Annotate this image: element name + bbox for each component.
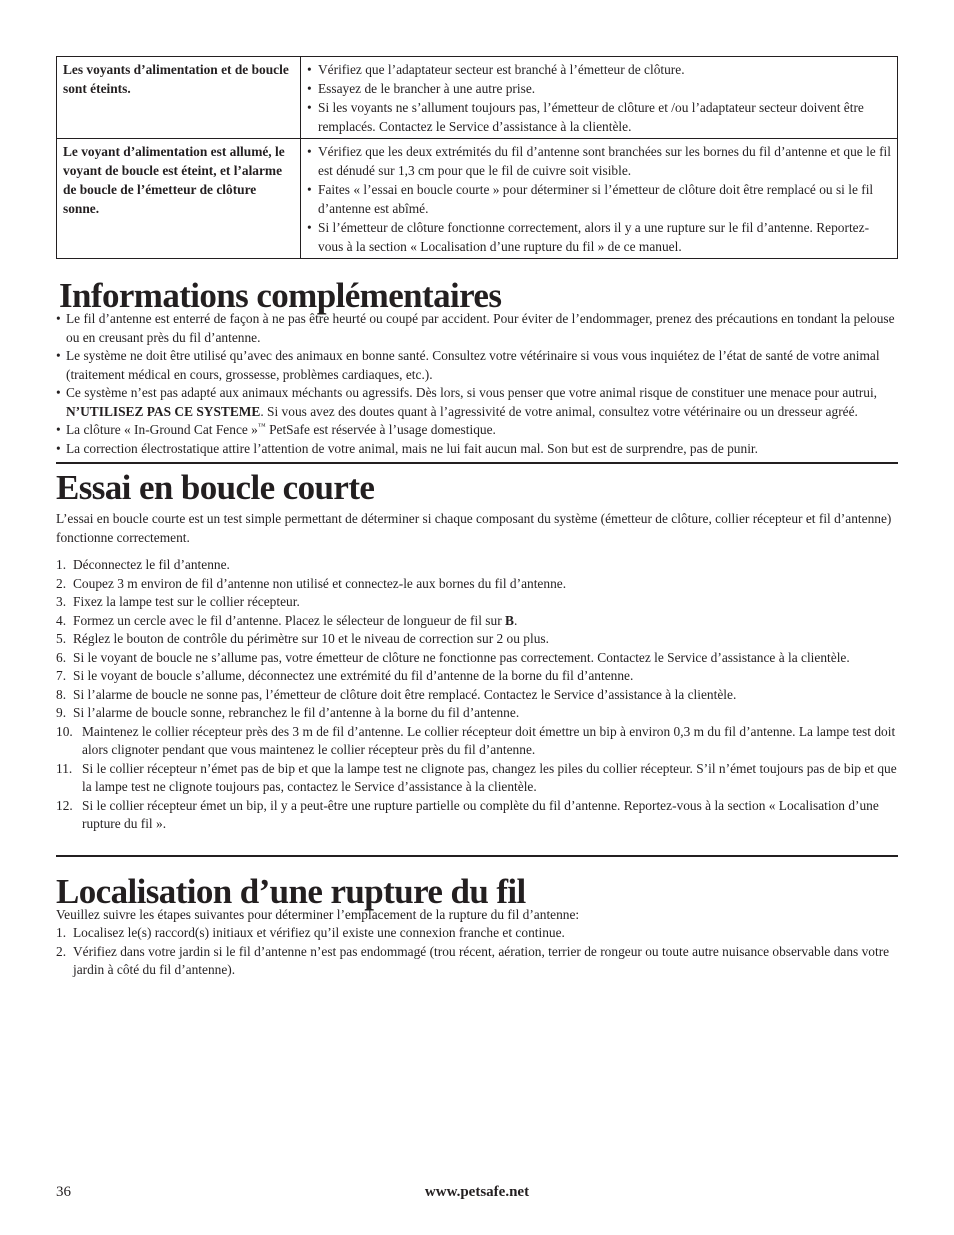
manual-page [56, 56, 898, 980]
step-text: Réglez le bouton de contrôle du périmètre sur 10 et le niveau de correction sur 2 ou plus. [73, 631, 549, 646]
list-item: • Le système ne doit être utilisé qu’avec des animaux en bonne santé. Consultez votre vétérinaire si vous vous inquiétez de l’état de santé de votre animal (traitement médical en cours, grossesse, problèmes cardiaques, etc.). [56, 347, 898, 384]
list-item: • Le fil d’antenne est enterré de façon à ne pas être heurté ou coupé par accident. Pour éviter de l’endommager, prenez des précautions en tondant la pelouse ou en creusant près du fil d’antenne. [56, 310, 898, 347]
info-text: PetSafe est réservée à l’usage domestique. [265, 422, 496, 437]
step-number: 10. [56, 723, 73, 739]
solution-cell [301, 57, 898, 139]
step-text: Formez un cercle avec le fil d’antenne. Placez le sélecteur de longueur de fil sur [73, 612, 502, 628]
step-number: 1. [56, 557, 67, 572]
list-item: • Faites « l’essai en boucle courte » pour déterminer si l’émetteur de clôture doit être remplacé ou si le fil d’antenne est abîmé. [307, 180, 891, 218]
list-item: • Vérifiez que les deux extrémités du fil d’antenne sont branchées sur les bornes du fil d’antenne et que le fil est dénudé sur 1,3 cm pour que le fil de cuivre soit visible. [307, 142, 891, 180]
list-item [56, 630, 898, 649]
list-item [56, 723, 898, 760]
info-list [56, 310, 898, 458]
list-item [56, 704, 898, 723]
table-row [57, 57, 898, 139]
section-divider [56, 462, 898, 464]
step-number: 3. [56, 594, 67, 609]
step-number: 2. [56, 943, 67, 959]
list-item: • Si les voyants ne s’allument toujours pas, l’émetteur de clôture et /ou l’adaptateur secteur doivent être remplacés. Contactez le Service d’assistance à la clientèle. [307, 98, 891, 136]
step-text: Si le voyant de boucle ne s’allume pas, votre émetteur de clôture ne fonctionne pas correctement. Contactez le Service d’assistance à la clientèle. [73, 649, 850, 665]
step-text: Localisez le(s) raccord(s) initiaux et vérifiez qu’il existe une connexion franche et continue. [73, 925, 565, 940]
step-number: 8. [56, 686, 67, 702]
list-item [56, 667, 898, 686]
step-text: Maintenez le collier récepteur près des 3 m de fil d’antenne. Le collier récepteur doit émettre un bip à environ 0,3 m du fil d’antenne. La lampe test doit alors clignoter pendant que vous maintenez le collier récepteur près du fil d’antenne. [82, 723, 896, 757]
list-item [56, 924, 898, 943]
step-number: 6. [56, 649, 67, 665]
step-number: 1. [56, 925, 67, 940]
step-number: 5. [56, 631, 67, 646]
list-item [56, 384, 898, 421]
list-item [56, 686, 898, 705]
list-item [56, 556, 898, 575]
localisation-steps [56, 924, 898, 980]
problem-cell: Le voyant d’alimentation est allumé, le voyant de boucle est éteint, et l’alarme de boucle de l’émetteur de clôture sonne. [57, 139, 301, 259]
info-text: Ce système n’est pas adapté aux animaux méchants ou agressifs. Dès lors, si vous penser que votre animal risque de constituer une menace pour autrui, [66, 385, 878, 400]
list-item [56, 649, 898, 668]
step-text: Si l’alarme de boucle ne sonne pas, l’émetteur de clôture doit être remplacé. Contactez le Service d’assistance à la clientèle. [73, 686, 737, 702]
step-number: 7. [56, 668, 67, 683]
step-number: 4. [56, 612, 67, 628]
trademark-symbol: ™ [257, 421, 266, 431]
list-item: • Essayez de le brancher à une autre prise. [307, 79, 891, 98]
problem-cell: Les voyants d’alimentation et de boucle sont éteints. [57, 57, 301, 139]
list-item: • Vérifiez que l’adaptateur secteur est branché à l’émetteur de clôture. [307, 60, 891, 79]
page-number: 36 [56, 1184, 71, 1200]
solution-cell [301, 139, 898, 259]
setting-letter: B [505, 612, 514, 628]
step-text: Fixez la lampe test sur le collier récepteur. [73, 594, 300, 609]
info-text: La clôture « In-Ground Cat Fence » [66, 422, 258, 437]
list-item [56, 943, 898, 980]
step-text: Déconnectez le fil d’antenne. [73, 557, 230, 572]
step-number: 2. [56, 575, 67, 591]
list-item: • Si l’émetteur de clôture fonctionne correctement, alors il y a une rupture sur le fil d’antenne. Reportez-vous à la section « Localisation d’une rupture du fil » de ce manuel. [307, 218, 891, 256]
table-row [57, 139, 898, 259]
troubleshooting-table [56, 56, 898, 259]
list-item [56, 421, 898, 440]
essai-intro: L’essai en boucle courte est un test simple permettant de déterminer si chaque composant du système (émetteur de clôture, collier récepteur et fil d’antenne) fonctionne correctement. [56, 511, 892, 545]
step-text: Coupez 3 m environ de fil d’antenne non utilisé et connectez-le aux bornes du fil d’antenne. [73, 575, 567, 591]
section-title-informations: Informations complémentaires [59, 276, 502, 315]
step-text: Si le collier récepteur n’émet pas de bip et que la lampe test ne clignote pas, changez les piles du collier récepteur. S’il n’émet toujours pas de bip et que la lampe test ne clignote toujours pas, contactez le Service d’assistance à la clientèle. [82, 760, 897, 794]
list-item [56, 612, 898, 631]
step-text: Vérifiez dans votre jardin si le fil d’antenne n’est pas endommagé (trou récent, aération, terrier de rongeur ou toute autre nuisance observable dans votre jardin à côté du fil d’antenne). [73, 943, 890, 977]
info-text: . Si vous avez des doutes quant à l’agressivité de votre animal, consultez votre vétérinaire ou un dresseur agréé. [260, 403, 858, 419]
list-item [56, 797, 898, 834]
step-number: 12. [56, 797, 73, 813]
essai-steps-continued [56, 723, 898, 834]
localisation-intro: Veuillez suivre les étapes suivantes pour déterminer l’emplacement de la rupture du fil d’antenne: [56, 906, 580, 922]
step-text: Si le voyant de boucle s’allume, déconnectez une extrémité du fil d’antenne de la borne du fil d’antenne. [73, 668, 634, 683]
section-divider [56, 855, 898, 857]
step-punct: . [513, 612, 518, 628]
list-item [56, 575, 898, 594]
website-url: www.petsafe.net [424, 1184, 530, 1200]
step-number: 9. [56, 705, 67, 720]
list-item [56, 760, 898, 797]
warning-text: N’UTILISEZ PAS CE SYSTEME [66, 403, 261, 419]
section-title-localisation: Localisation d’une rupture du fil [56, 871, 526, 911]
section-title-essai: Essai en boucle courte [56, 468, 375, 507]
step-text: Si l’alarme de boucle sonne, rebranchez le fil d’antenne à la borne du fil d’antenne. [73, 705, 520, 720]
essai-steps [56, 556, 898, 723]
list-item [56, 593, 898, 612]
list-item: • La correction électrostatique attire l’attention de votre animal, mais ne lui fait aucun mal. Son but est de surprendre, pas de punir. [56, 440, 898, 459]
step-number: 11. [56, 760, 73, 776]
step-text: Si le collier récepteur émet un bip, il y a peut-être une rupture partielle ou complète du fil d’antenne. Reportez-vous à la section « Localisation d’une rupture du fil ». [82, 797, 879, 831]
